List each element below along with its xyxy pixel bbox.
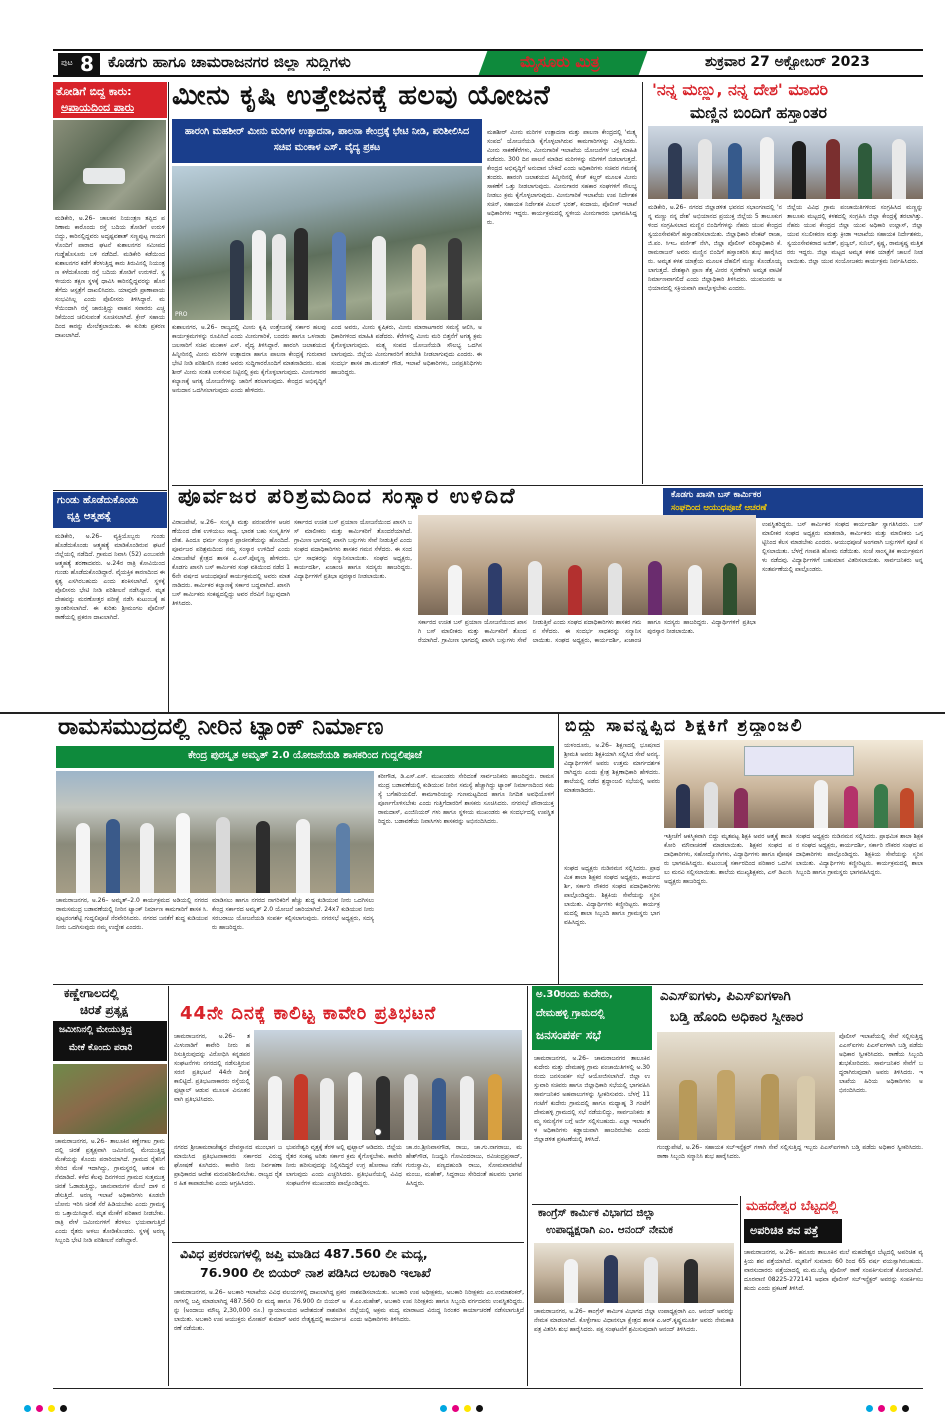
- body-found-kicker-box: [744, 1219, 842, 1243]
- excise-body-b: ನಾಶಪಡಿಸಲಾಯಿತು. ಅಬಕಾರಿ ಉಪ ಅಧೀಕ್ಷಕರು, ಅಬಕಾರಿ ನಿರೀಕ್ಷಕರು ಎಂ.ಉಮಾಶಂಕರ್, ಕೆ.ಎಂ.ಮಹೇಶ್, ಅಬಕಾರಿ ಉಪ ನಿರೀಕ್ಷಕರು ಹಾಗೂ ಸಿಬ್ಬಂದಿ ವರ್ಗದವರು ಉಪಸ್ಥಿತರಿದ್ದರು. ಜಿಲ್ಲೆಯಲ್ಲಿ ಅಕ್ರಮ ಮದ್ಯ ಮಾರಾಟದ ವಿರುದ್ಧ ನಿರಂತರ ಕಾರ್ಯಾಚರಣೆ ನಡೆಸಲಾಗುತ್ತಿದೆ ಎಂದು ಅಧಿಕಾರಿಗಳು ತಿಳಿಸಿದರು.: [350, 1289, 524, 1323]
- leopard-body: ಚಾಮರಾಜನಗರ, ಅ.26– ತಾಲೂಕಿನ ಕಣ್ಣೇಗಾಲ ಗ್ರಾಮದಲ್ಲಿ ಚಿರತೆ ಪ್ರತ್ಯಕ್ಷವಾಗಿ ಜಮೀನಿನಲ್ಲಿ ಮೇಯುತ್ತಿದ್ದ ಮೇಕೆಯನ್ನು ಕೊಂದು ಪರಾರಿಯಾಗಿದೆ. ಗ್ರಾಮದ ರೈತನಿಗೆ ಸೇರಿದ ಮೇಕೆ ಇದಾಗಿದ್ದು, ಗ್ರಾಮಸ್ಥರಲ್ಲಿ ಆತಂಕ ಮನೆಮಾಡಿದೆ. ಕಳೆದ ಕೆಲವು ದಿನಗಳಿಂದ ಗ್ರಾಮದ ಸುತ್ತಮುತ್ತ ಚಿರತೆ ಓಡಾಡುತ್ತಿದ್ದು, ಜಾನುವಾರುಗಳ ಮೇಲೆ ದಾಳಿ ನಡೆಸುತ್ತಿದೆ. ಅರಣ್ಯ ಇಲಾಖೆ ಅಧಿಕಾರಿಗಳು ಕೂಡಲೇ ಬೋನು ಇರಿಸಿ ಚಿರತೆ ಸೆರೆ ಹಿಡಿಯಬೇಕು ಎಂದು ಗ್ರಾಮಸ್ಥರು ಒತ್ತಾಯಿಸಿದ್ದಾರೆ. ಮೃತ ಮೇಕೆಗೆ ಪರಿಹಾರ ನೀಡಬೇಕು. ರಾತ್ರಿ ವೇಳೆ ಜಮೀನುಗಳಿಗೆ ತೆರಳಲು ಭಯವಾಗುತ್ತಿದೆ ಎಂದು ರೈತರು ಅಳಲು ತೋಡಿಕೊಂಡರು. ಸ್ಥಳಕ್ಕೆ ಅರಣ್ಯ ಸಿಬ್ಬಂದಿ ಭೇಟಿ ನೀಡಿ ಪರಿಶೀಲನೆ ನಡೆಸಿದ್ದಾರೆ.: [55, 1138, 165, 1244]
- car-shape: [83, 168, 125, 184]
- soil-photo: [648, 126, 923, 199]
- fish-body-a: ಕುಶಾಲನಗರ, ಅ.26– ರಾಜ್ಯದಲ್ಲಿ ಮೀನು ಕೃಷಿ ಉತ್ತೇಜನಕ್ಕೆ ಸರ್ಕಾರ ಹಲವು ಕಾರ್ಯಕ್ರಮಗಳನ್ನು ರೂಪಿಸಿದೆ ಎಂದು ಮೀನುಗಾರಿಕೆ, ಬಂದರು ಹಾಗೂ ಒಳನಾಡು ಜಲಸಾರಿಗೆ ಸಚಿವ ಮಂಕಾಳ ಎಸ್. ವೈದ್ಯ ತಿಳಿಸಿದ್ದಾರೆ. ಹಾರಂಗಿ ಜಲಾಶಯದ ಹಿನ್ನೀರಿನಲ್ಲಿ ಮೀನು ಮರಿಗಳ ಉತ್ಪಾದನಾ ಹಾಗೂ ಪಾಲನಾ ಕೇಂದ್ರಕ್ಕೆ ಗುರುವಾರ ಭೇಟಿ ನೀಡಿ ಪರಿಶೀಲಿಸಿ ನಂತರ ಅವರು ಸುದ್ದಿಗಾರರೊಂದಿಗೆ ಮಾತನಾಡಿದರು. ಮಹಶೀರ್ ಮೀನು ಸಂತತಿ ಉಳಿಸುವ ನಿಟ್ಟಿನಲ್ಲಿ ಕ್ರಮ ಕೈಗೊಳ್ಳಲಾಗುವುದು. ಮೀನುಗಾರರ ಕಲ್ಯಾಣಕ್ಕೆ ಅಗತ್ಯ ಯೋಜನೆಗಳನ್ನು ಜಾರಿಗೆ ತರಲಾಗುವುದು. ಕೇಂದ್ರದ ಅಭಿವೃದ್ಧಿಗೆ ಅನುದಾನ ಒದಗಿಸಲಾಗುವುದು ಎಂದು ಹೇಳಿದರು.: [172, 324, 326, 394]
- janasamparka-headline-line2: ದೇಮಹಳ್ಳಿ ಗ್ರಾಮದಲ್ಲಿ: [536, 1008, 605, 1019]
- police-photo: [657, 1032, 835, 1140]
- culture-body-b-cont: ಸರ್ಕಾರದ ಉಚಿತ ಬಸ್ ಪ್ರಯಾಣ ಯೋಜನೆಯಿಂದ ಖಾಸಗಿ ಬಸ್ ಮಾಲೀಕರು ಮತ್ತು ಕಾರ್ಮಿಕರಿಗೆ ತೊಂದರೆಯಾಗಿದೆ. ಗ್ರಾಮೀಣ ಭಾಗದಲ್ಲಿ ಖಾಸಗಿ ಬಸ್ಸುಗಳು ಸೇವೆ ನೀಡುತ್ತಿವೆ ಎಂದು ಸಂಘದ ಪದಾಧಿಕಾರಿಗಳು ಶಾಸಕರ ಗಮನ ಸೆಳೆದರು. ಈ ಸಂದರ್ಭ ಸಾಧಕರನ್ನು ಸನ್ಮಾನಿಸಲಾಯಿತು. ಸಂಘದ ಅಧ್ಯಕ್ಷರು, ಕಾರ್ಯದರ್ಶಿ, ಖಜಾಂಚಿ ಹಾಗೂ ಸದಸ್ಯರು ಹಾಜರಿದ್ದರು. ವಿದ್ಯಾರ್ಥಿಗಳಿಗೆ ಪ್ರತಿಭಾ ಪುರಸ್ಕಾರ ನೀಡಲಾಯಿತು.: [418, 619, 756, 644]
- teacher-body-c: ಸಂಘದ ಅಧ್ಯಕ್ಷರು ನುಡಿನಮನ ಸಲ್ಲಿಸಿದರು. ಪ್ರಾಥಮಿಕ ಶಾಲಾ ಶಿಕ್ಷಕರ ಸಂಘದ ಅಧ್ಯಕ್ಷರು, ಕಾರ್ಯದರ್ಶಿ, ಸರ್ಕಾರಿ ನೌಕರರ ಸಂಘದ ಪದಾಧಿಕಾರಿಗಳು ಪಾಲ್ಗೊಂಡಿದ್ದರು. ಶಿಕ್ಷಕಿಯ ಸೇವೆಯನ್ನು ಸ್ಮರಿಸಲಾಯಿತು. ವಿದ್ಯಾರ್ಥಿಗಳು ಕಣ್ಣೀರಿಟ್ಟರು. ಕಾರ್ಯಕ್ರಮದಲ್ಲಿ ಶಾಲಾ ಸಿಬ್ಬಂದಿ ಹಾಗೂ ಗ್ರಾಮಸ್ಥರು ಭಾಗವಹಿಸಿದ್ದರು.: [796, 833, 923, 876]
- body-found-headline-line1: ಮಹದೇಶ್ವರ ಬೆಟ್ಟದಲ್ಲಿ: [746, 1199, 838, 1214]
- column-divider: [168, 82, 169, 712]
- leopard-subkicker-box: [53, 1021, 167, 1061]
- car-kicker-line1: ತೋಡಿಗೆ ಬಿದ್ದ ಕಾರು:: [56, 85, 132, 98]
- soil-headline-line2: ಮಣ್ಣಿನ ಬಿಂದಿಗೆ ಹಸ್ತಾಂತರ: [690, 103, 827, 122]
- fish-body-b: ಎಂದ ಅವರು, ಮೀನು ಕೃಷಿಕರು, ಮೀನು ಮಾರಾಟಗಾರರ ಸಮಸ್ಯೆ ಆಲಿಸಿ, ಅಧಿಕಾರಿಗಳಿಂದ ಮಾಹಿತಿ ಪಡೆದರು. ಕೆರೆಗಳಲ್ಲಿ ಮೀನು ಮರಿ ಬಿತ್ತನೆಗೆ ಅಗತ್ಯ ಕ್ರಮ ಕೈಗೊಳ್ಳಲಾಗುವುದು. ಮತ್ಸ್ಯ ಸಂಪದ ಯೋಜನೆಯಡಿ ಸೌಲಭ್ಯ ಒದಗಿಸಲಾಗುವುದು. ಜಿಲ್ಲೆಯ ಮೀನುಗಾರರಿಗೆ ತರಬೇತಿ ನೀಡಲಾಗುವುದು ಎಂದರು. ಈ ಸಂದರ್ಭ ಶಾಸಕ ಡಾ.ಮಂತರ್ ಗೌಡ, ಇಲಾಖೆ ಅಧಿಕಾರಿಗಳು, ಜನಪ್ರತಿನಿಧಿಗಳು ಹಾಜರಿದ್ದರು.: [331, 324, 482, 376]
- congress-headline-line2: ಉಪಾಧ್ಯಕ್ಷರಾಗಿ ಎಂ. ಆನಂದ್ ನೇಮಕ: [546, 1224, 674, 1236]
- body-found-headline-line2: ಅಪರಿಚಿತ ಶವ ಪತ್ತೆ: [750, 1224, 819, 1237]
- page-number: 8: [80, 52, 94, 76]
- police-headline-line1: ಎಎಸ್ಐಗಳು, ಪಿಎಸ್ಐಗಳಾಗಿ: [660, 988, 791, 1004]
- divider: [53, 490, 167, 491]
- teacher-photo: [664, 740, 923, 828]
- soil-headline-line1: 'ನನ್ನ ಮಣ್ಣು, ನನ್ನ ದೇಶ' ಮಾದರಿ: [652, 80, 828, 99]
- leopard-kicker-line4: ಮೇಕೆ ಕೊಂದು ಪರಾರಿ: [69, 1043, 133, 1053]
- teacher-body-b: ಇತ್ತೀಚೆಗೆ ಆಕಸ್ಮಿಕವಾಗಿ ಬಿದ್ದು ಮೃತಪಟ್ಟ ಶಿಕ್ಷಕಿ ಅವರ ಆತ್ಮಕ್ಕೆ ಶಾಂತಿ ಕೋರಿ ಮೌನಾಚರಣೆ ಮಾಡಲಾಯಿತು. ಶಿಕ್ಷಕರ ಸಂಘದ ಪದಾಧಿಕಾರಿಗಳು, ಸಹೋದ್ಯೋಗಿಗಳು, ವಿದ್ಯಾರ್ಥಿಗಳು ಹಾಗೂ ಪೋಷಕರು ಭಾಗವಹಿಸಿದ್ದರು. ಕುಟುಂಬಕ್ಕೆ ಸರ್ಕಾರದಿಂದ ಪರಿಹಾರ ಒದಗಿಸಲು ಮನವಿ ಸಲ್ಲಿಸಲಾಯಿತು. ಶಾಲೆಯ ಮುಖ್ಯಶಿಕ್ಷಕರು, ಎಸ್ ಡಿಎಂಸಿ ಅಧ್ಯಕ್ಷರು ಹಾಜರಿದ್ದರು.: [664, 833, 792, 885]
- culture-headline: ಪೂರ್ವಜರ ಪರಿಶ್ರಮದಿಂದ ಸಂಸ್ಕಾರ ಉಳಿದಿದೆ: [178, 484, 517, 508]
- excise-body-a: ಚಾಮರಾಜನಗರ, ಅ.26– ಅಬಕಾರಿ ಇಲಾಖೆಯ ವಿವಿಧ ವಲಯಗಳಲ್ಲಿ ದಾಖಲಾಗಿದ್ದ ಪ್ರಕರಣಗಳಲ್ಲಿ ಜಪ್ತಿ ಮಾಡಲಾಗಿದ್ದ 487.560 ಲೀ ಮದ್ಯ ಹಾಗೂ 76.900 ಲೀ ಬಿಯರ್ ಅನ್ನು (ಅಂದಾಜು ಮೌಲ್ಯ 2,30,000 ರೂ.) ನ್ಯಾಯಾಲಯದ ಆದೇಶದಂತೆ ನಾಶಪಡಿಸಲಾಯಿತು. ಅಬಕಾರಿ ಉಪ ಆಯುಕ್ತರು ಮೋಹನ್ ಕುಮಾರ್ ಅವರ ನೇತೃತ್ವದಲ್ಲಿ ಕಾರ್ಯಾಚರಣೆ ನಡೆಯಿತು.: [174, 1289, 346, 1332]
- fish-deck-box: [172, 119, 482, 163]
- football-shape: [374, 1128, 382, 1136]
- police-headline-line2: ಬಡ್ತಿ ಹೊಂದಿ ಅಧಿಕಾರ ಸ್ವೀಕಾರ: [670, 1009, 804, 1025]
- soil-body-a: ಮಡಿಕೇರಿ, ಅ.26– ನಗರದ ಜಿಲ್ಲಾಡಳಿತ ಭವನದ ಸಭಾಂಗಣದಲ್ಲಿ 'ನನ್ನ ಮಣ್ಣು ನನ್ನ ದೇಶ' ಅಭಿಯಾನದ ಪ್ರಯುಕ್ತ ಜಿಲ್ಲೆಯ 5 ತಾಲೂಕುಗಳಿಂದ ಸಂಗ್ರಹಿಸಲಾದ ಮಣ್ಣಿನ ಬಿಂದಿಗೆಗಳನ್ನು ನೆಹರು ಯುವ ಕೇಂದ್ರದ ಸ್ವಯಂಸೇವಕರಿಗೆ ಹಸ್ತಾಂತರಿಸಲಾಯಿತು. ಜಿಲ್ಲಾಧಿಕಾರಿ ವೆಂಕಟ್ ರಾಜಾ, ಜಿ.ಪಂ. ಸಿಇಒ ವರ್ಣಿತ್ ನೇಗಿ, ಜಿಲ್ಲಾ ಪೊಲೀಸ್ ವರಿಷ್ಠಾಧಿಕಾರಿ ಕೆ.ರಾಮರಾಜನ್ ಅವರು ಮಣ್ಣಿನ ಬಿಂದಿಗೆ ಹಸ್ತಾಂತರಿಸಿ ಶುಭ ಹಾರೈಸಿದರು. ಅಮೃತ ಕಳಶ ಯಾತ್ರೆಯ ಮೂಲಕ ದೆಹಲಿಗೆ ಮಣ್ಣು ಕೊಂಡೊಯ್ಯಲಾಗುತ್ತದೆ. ದೇಶಕ್ಕಾಗಿ ಪ್ರಾಣ ತೆತ್ತ ವೀರರ ಸ್ಮರಣೆಗಾಗಿ ಅಮೃತ ವಾಟಿಕೆ ನಿರ್ಮಾಣವಾಗಲಿದೆ ಎಂದು ಜಿಲ್ಲಾಧಿಕಾರಿ ತಿಳಿಸಿದರು. ಯುವಜನರು ಅಭಿಯಾನದಲ್ಲಿ ಸಕ್ರಿಯವಾಗಿ ಪಾಲ್ಗೊಳ್ಳಬೇಕು ಎಂದರು.: [648, 204, 782, 292]
- culture-body-a: ವಿರಾಜಪೇಟೆ, ಅ.26– ಸಂಸ್ಕೃತಿ ಮತ್ತು ಪರಂಪರೆಗಳ ಆಚರಣೆಯಿಂದ ದೇಶ ಉಳಿಯಲು ಸಾಧ್ಯ. ಭಾರತ ಬಹು ಸಂಸ್ಕೃತಿಗಳ ದೇಶ. ಹಿಂದೂ ಧರ್ಮ ಸಂಸ್ಕಾರ ಪ್ರಾಚೀನತೆಯನ್ನು ಹೊಂದಿದೆ. ಪೂರ್ವಜರ ಪರಿಶ್ರಮದಿಂದ ನಮ್ಮ ಸಂಸ್ಕಾರ ಉಳಿದಿದೆ ಎಂದು ವಿರಾಜಪೇಟೆ ಕ್ಷೇತ್ರದ ಶಾಸಕ ಎ.ಎಸ್.ಪೊನ್ನಣ್ಣ ಹೇಳಿದರು. ಕೊಡಗು ಖಾಸಗಿ ಬಸ್ ಕಾರ್ಮಿಕರ ಸಂಘ ವತಿಯಿಂದ ನಡೆದ 16ನೇ ವರ್ಷದ ಆಯುಧಪೂಜೆ ಕಾರ್ಯಕ್ರಮದಲ್ಲಿ ಅವರು ಮಾತನಾಡಿದರು. ಕಾರ್ಮಿಕರ ಕಲ್ಯಾಣಕ್ಕೆ ಸರ್ಕಾರ ಬದ್ಧವಾಗಿದೆ. ಖಾಸಗಿ ಬಸ್ ಕಾರ್ಮಿಕರು ಸಂಕಷ್ಟದಲ್ಲಿದ್ದು ಅವರ ನೆರವಿಗೆ ನಿಲ್ಲುವುದಾಗಿ ತಿಳಿಸಿದರು.: [172, 519, 290, 607]
- congress-headline-line1: ಕಾಂಗ್ರೆಸ್ ಕಾರ್ಮಿಕ ವಿಭಾಗದ ಜಿಲ್ಲಾ: [538, 1207, 656, 1219]
- suicide-body: ಮಡಿಕೇರಿ, ಅ.26– ವ್ಯಕ್ತಿಯೊಬ್ಬರು ಗುಂಡು ಹೊಡೆದುಕೊಂಡು ಆತ್ಮಹತ್ಯೆ ಮಾಡಿಕೊಂಡಿರುವ ಘಟನೆ ಜಿಲ್ಲೆಯಲ್ಲಿ ನಡೆದಿದೆ. ಗ್ರಾಮದ ನಿವಾಸಿ (52) ಎಂಬುವರೇ ಆತ್ಮಹತ್ಯೆ ಶರಣಾದವರು. ಅ.24ರ ರಾತ್ರಿ ಕೋವಿಯಿಂದ ಗುಂಡು ಹೊಡೆದುಕೊಂಡಿದ್ದಾರೆ. ವೈಯಕ್ತಿಕ ಕಾರಣದಿಂದ ಈ ಕೃತ್ಯ ಎಸಗಿರಬಹುದು ಎಂದು ಶಂಕಿಸಲಾಗಿದೆ. ಸ್ಥಳಕ್ಕೆ ಪೊಲೀಸರು ಭೇಟಿ ನೀಡಿ ಪರಿಶೀಲನೆ ನಡೆಸಿದ್ದಾರೆ. ಮೃತದೇಹವನ್ನು ಮರಣೋತ್ತರ ಪರೀಕ್ಷೆ ನಡೆಸಿ ಕುಟುಂಬಕ್ಕೆ ಹಸ್ತಾಂತರಿಸಲಾಗಿದೆ. ಈ ಕುರಿತು ಶ್ರೀಮಂಗಲ ಪೊಲೀಸ್ ಠಾಣೆಯಲ್ಲಿ ಪ್ರಕರಣ ದಾಖಲಾಗಿದೆ.: [55, 533, 165, 621]
- cauvery-photo: [254, 1030, 522, 1140]
- congress-body: ಚಾಮರಾಜನಗರ, ಅ.26– ಕಾಂಗ್ರೆಸ್ ಕಾರ್ಮಿಕ ವಿಭಾಗದ ಜಿಲ್ಲಾ ಉಪಾಧ್ಯಕ್ಷರಾಗಿ ಎಂ. ಆನಂದ್ ಅವರನ್ನು ನೇಮಕ ಮಾಡಲಾಗಿದೆ. ಕೊಳ್ಳೇಗಾಲ ವಿಧಾನಸಭಾ ಕ್ಷೇತ್ರದ ಶಾಸಕ ಎ.ಆರ್.ಕೃಷ್ಣಮೂರ್ತಿ ಅವರು ನೇಮಕಾತಿ ಪತ್ರ ವಿತರಿಸಿ ಶುಭ ಹಾರೈಸಿದರು. ಪಕ್ಷ ಸಂಘಟನೆಗೆ ಶ್ರಮಿಸುವುದಾಗಿ ಆನಂದ್ ತಿಳಿಸಿದರು.: [534, 1308, 734, 1333]
- culture-side-tag: [663, 488, 923, 518]
- fish-photo: [172, 166, 482, 320]
- page-number-box: [58, 53, 100, 75]
- teacher-body-a-cont: ಸಂಘದ ಅಧ್ಯಕ್ಷರು ನುಡಿನಮನ ಸಲ್ಲಿಸಿದರು. ಪ್ರಾಥಮಿಕ ಶಾಲಾ ಶಿಕ್ಷಕರ ಸಂಘದ ಅಧ್ಯಕ್ಷರು, ಕಾರ್ಯದರ್ಶಿ, ಸರ್ಕಾರಿ ನೌಕರರ ಸಂಘದ ಪದಾಧಿಕಾರಿಗಳು ಪಾಲ್ಗೊಂಡಿದ್ದರು. ಶಿಕ್ಷಕಿಯ ಸೇವೆಯನ್ನು ಸ್ಮರಿಸಲಾಯಿತು. ವಿದ್ಯಾರ್ಥಿಗಳು ಕಣ್ಣೀರಿಟ್ಟರು. ಕಾರ್ಯಕ್ರಮದಲ್ಲಿ ಶಾಲಾ ಸಿಬ್ಬಂದಿ ಹಾಗೂ ಗ್ರಾಮಸ್ಥರು ಭಾಗವಹಿಸಿದ್ದರು.: [564, 865, 660, 926]
- car-story-body: ಮಡಿಕೇರಿ, ಅ.26– ಚಾಲಕನ ನಿಯಂತ್ರಣ ತಪ್ಪಿದ ಪರಿಣಾಮ ಕಾರೊಂದು ರಸ್ತೆ ಬದಿಯ ತೋಡಿಗೆ ಉರುಳಿ ಬಿದ್ದು, ಕಾರಿನಲ್ಲಿದ್ದವರು ಅದೃಷ್ಟವಶಾತ್ ಸಣ್ಣಪುಟ್ಟ ಗಾಯಗಳೊಂದಿಗೆ ಪಾರಾದ ಘಟನೆ ಕುಶಾಲನಗರ ಸಮೀಪದ ಗುಡ್ಡೆಹೊಸೂರು ಬಳಿ ನಡೆದಿದೆ. ಮಡಿಕೇರಿ ಕಡೆಯಿಂದ ಕುಶಾಲನಗರ ಕಡೆಗೆ ತೆರಳುತ್ತಿದ್ದ ಕಾರು ತಿರುವಿನಲ್ಲಿ ನಿಯಂತ್ರಣ ಕಳೆದುಕೊಂಡು ರಸ್ತೆ ಬದಿಯ ತೋಡಿಗೆ ಉರುಳಿದೆ. ಸ್ಥಳೀಯರು ತಕ್ಷಣ ಸ್ಥಳಕ್ಕೆ ಧಾವಿಸಿ ಕಾರಿನಲ್ಲಿದ್ದವರನ್ನು ಹೊರತೆಗೆದು ಆಸ್ಪತ್ರೆಗೆ ದಾಖಲಿಸಿದರು. ಯಾವುದೇ ಪ್ರಾಣಾಪಾಯ ಸಂಭವಿಸಿಲ್ಲ ಎಂದು ಪೊಲೀಸರು ತಿಳಿಸಿದ್ದಾರೆ. ಮಳೆಯಿಂದಾಗಿ ರಸ್ತೆ ಜಾರುತ್ತಿದ್ದು ವಾಹನ ಸವಾರರು ಎಚ್ಚರಿಕೆಯಿಂದ ಚಲಿಸುವಂತೆ ಸೂಚಿಸಲಾಗಿದೆ. ಕ್ರೇನ್ ಸಹಾಯದಿಂದ ಕಾರನ್ನು ಮೇಲೆತ್ತಲಾಯಿತು. ಈ ಕುರಿತು ಪ್ರಕರಣ ದಾಖಲಾಗಿದೆ.: [55, 215, 165, 339]
- excise-headline-line2: 76.900 ಲೀ ಬಿಯರ್ ನಾಶ ಪಡಿಸಿದ ಅಬಕಾರಿ ಇಲಾಖೆ: [200, 1265, 431, 1280]
- car-kicker-line2: ಅಪಾಯದಿಂದ ಪಾರು: [61, 101, 135, 114]
- column-divider: [740, 1196, 741, 1386]
- suicide-kicker-line1: ಗುಂಡು ಹೊಡೆದುಕೊಂಡು: [57, 495, 139, 506]
- culture-photo: [418, 515, 756, 615]
- janasamparka-body: ಚಾಮರಾಜನಗರ, ಅ.26– ಚಾಮರಾಜನಗರ ತಾಲೂಕಿನ ಕುದೇರು ಮತ್ತು ದೇಮಹಳ್ಳಿ ಗ್ರಾಮ ಪಂಚಾಯಿತಿಗಳಲ್ಲಿ ಅ.30ರಂದು ಜನಸಂಪರ್ಕ ಸಭೆ ಆಯೋಜಿಸಲಾಗಿದೆ. ಜಿಲ್ಲಾ ಉಸ್ತುವಾರಿ ಸಚಿವರು ಹಾಗೂ ಜಿಲ್ಲಾಧಿಕಾರಿ ಸಭೆಯಲ್ಲಿ ಭಾಗವಹಿಸಿ ಸಾರ್ವಜನಿಕರ ಅಹವಾಲುಗಳನ್ನು ಸ್ವೀಕರಿಸುವರು. ಬೆಳಗ್ಗೆ 11 ಗಂಟೆಗೆ ಕುದೇರು ಗ್ರಾಮದಲ್ಲಿ ಹಾಗೂ ಮಧ್ಯಾಹ್ನ 3 ಗಂಟೆಗೆ ದೇಮಹಳ್ಳಿ ಗ್ರಾಮದಲ್ಲಿ ಸಭೆ ನಡೆಯಲಿದ್ದು, ಸಾರ್ವಜನಿಕರು ತಮ್ಮ ಸಮಸ್ಯೆಗಳ ಬಗ್ಗೆ ಅರ್ಜಿ ಸಲ್ಲಿಸಬಹುದು. ಎಲ್ಲಾ ಇಲಾಖೆಗಳ ಅಧಿಕಾರಿಗಳು ಕಡ್ಡಾಯವಾಗಿ ಹಾಜರಿರಬೇಕು ಎಂದು ಜಿಲ್ಲಾಡಳಿತ ಪ್ರಕಟಣೆಯಲ್ಲಿ ತಿಳಿಸಿದೆ.: [534, 1055, 650, 1143]
- cauvery-body-c: ಭುವನೇಶ್ವರಿ ವೃತ್ತಕ್ಕೆ ತೆರಳಿ ಅಲ್ಲಿ ಫುಟ್ಬಾಲ್ ಆಡಿದರು. ಜಿಲ್ಲೆಯ ರೈತರ ಸಂಕಷ್ಟ ಅರಿತು ಸರ್ಕಾರ ಕ್ರಮ ಕೈಗೊಳ್ಳಬೇಕು. ಕಾವೇರಿ ನೀರು ಹರಿಸುವುದನ್ನು ನಿಲ್ಲಿಸದಿದ್ದರೆ ಉಗ್ರ ಹೋರಾಟ ನಡೆಸಲಾಗುವುದು ಎಂದು ಎಚ್ಚರಿಸಿದರು. ಪ್ರತಿಭಟನೆಯಲ್ಲಿ ವಿವಿಧ ಸಂಘಟನೆಗಳ ಮುಖಂಡರು ಪಾಲ್ಗೊಂಡಿದ್ದರು.: [286, 1144, 402, 1187]
- congress-photo: [534, 1243, 734, 1303]
- fish-photo-credit: PRO: [175, 311, 188, 318]
- soil-body-b: ಜಿಲ್ಲೆಯ ವಿವಿಧ ಗ್ರಾಮ ಪಂಚಾಯಿತಿಗಳಿಂದ ಸಂಗ್ರಹಿಸಿದ ಮಣ್ಣನ್ನು ತಾಲೂಕು ಮಟ್ಟದಲ್ಲಿ ಕಳಶದಲ್ಲಿ ಸಂಗ್ರಹಿಸಿ ಜಿಲ್ಲಾ ಕೇಂದ್ರಕ್ಕೆ ತರಲಾಗಿತ್ತು. ನೆಹರು ಯುವ ಕೇಂದ್ರದ ಜಿಲ್ಲಾ ಯುವ ಅಧಿಕಾರಿ ಉಲ್ಲಾಸ್, ಜಿಲ್ಲಾ ಯುವ ಸಬಲೀಕರಣ ಮತ್ತು ಕ್ರೀಡಾ ಇಲಾಖೆಯ ಸಹಾಯಕ ನಿರ್ದೇಶಕರು, ಸ್ವಯಂಸೇವಕರಾದ ಅಜಿತ್, ಪ್ರಜ್ವಲ್, ಸುನಿಲ್, ಕೃಷ್ಣ, ರಾಮಕೃಷ್ಣ ಮತ್ತಿತರರು ಇದ್ದರು. ಜಿಲ್ಲಾ ಮಟ್ಟದ ಅಮೃತ ಕಳಶ ಯಾತ್ರೆಗೆ ಚಾಲನೆ ನೀಡಲಾಯಿತು. ಜಿಲ್ಲಾ ಯುವ ಸಂಯೋಜಕರು ಕಾರ್ಯಕ್ರಮ ನಿರ್ವಹಿಸಿದರು.: [787, 204, 923, 265]
- janasamparka-kicker-box: [532, 986, 652, 1050]
- fish-deck: ಹಾರಂಗಿ ಮಹಶೀರ್ ಮೀನು ಮರಿಗಳ ಉತ್ಪಾದನಾ, ಪಾಲನಾ ಕೇಂದ್ರಕ್ಕೆ ಭೇಟಿ ನೀಡಿ, ಪರಿಶೀಲಿಸಿದ ಸಚಿವ ಮಂಕಾಳ ಎಸ್. ವೈದ್ಯ ಪ್ರಕಟ: [184, 126, 470, 153]
- suicide-kicker-box: [53, 492, 167, 528]
- leopard-photo: [53, 1064, 167, 1134]
- fish-body-c: ಮಹಶೀರ್ ಮೀನು ಮರಿಗಳ ಉತ್ಪಾದನಾ ಮತ್ತು ಪಾಲನಾ ಕೇಂದ್ರದಲ್ಲಿ 'ಮತ್ಸ್ಯ ಸಂಪದ' ಯೋಜನೆಯಡಿ ಕೈಗೊಳ್ಳಲಾಗಿರುವ ಕಾಮಗಾರಿಗಳನ್ನು ವೀಕ್ಷಿಸಿದರು. ಮೀನು ಸಾಕಣೆಕೆರೆಗಳು, ಮೀನುಗಾರಿಕೆ ಇಲಾಖೆಯ ಯೋಜನೆಗಳ ಬಗ್ಗೆ ಮಾಹಿತಿ ಪಡೆದರು. 300 ದಿನ ಪಾಲನೆ ಮಾಡಿದ ಮರಿಗಳನ್ನು ನದಿಗಳಿಗೆ ಬಿಡಲಾಗುತ್ತದೆ. ಕೇಂದ್ರದ ಅಭಿವೃದ್ಧಿಗೆ ಅನುದಾನ ಬೇಕಿದೆ ಎಂದು ಅಧಿಕಾರಿಗಳು ಸಚಿವರ ಗಮನಕ್ಕೆ ತಂದರು. ಹಾರಂಗಿ ಜಲಾಶಯದ ಹಿನ್ನೀರಿನಲ್ಲಿ ಕೇಜ್ ಕಲ್ಚರ್ ಮೂಲಕ ಮೀನು ಸಾಕಣೆಗೆ ಒತ್ತು ನೀಡಲಾಗುವುದು. ಮೀನುಗಾರರ ಸಹಕಾರ ಸಂಘಗಳಿಗೆ ಸೌಲಭ್ಯ ನೀಡಲು ಕ್ರಮ ಕೈಗೊಳ್ಳಲಾಗುವುದು. ಮೀನುಗಾರಿಕೆ ಇಲಾಖೆಯ ಉಪ ನಿರ್ದೇಶಕ ಸಚಿನ್, ಸಹಾಯಕ ನಿರ್ದೇಶಕ ಮಿಲನ್ ಭರತ್, ಕಂದಾಯ, ಪೊಲೀಸ್ ಇಲಾಖೆ ಅಧಿಕಾರಿಗಳು ಇದ್ದರು. ಕಾರ್ಯಕ್ರಮದಲ್ಲಿ ಸ್ಥಳೀಯ ಮೀನುಗಾರರು ಭಾಗವಹಿಸಿದ್ದರು.: [487, 129, 637, 226]
- paper-name: ಮೈಸೂರು ಮಿತ್ರ: [520, 52, 600, 71]
- janasamparka-headline-line1: ಅ.30ರಂದು ಕುದೇರು,: [536, 989, 613, 1000]
- teacher-banner-shape: [744, 746, 854, 776]
- column-divider: [168, 986, 169, 1386]
- tank-deck: ಕೇಂದ್ರ ಪುರಸ್ಕೃತ ಅಮೃತ್ 2.0 ಯೋಜನೆಯಡಿ ಶಾಸಕರಿಂದ ಗುದ್ದಲಿಪೂಜೆ: [188, 750, 422, 761]
- body-found-body: ಚಾಮರಾಜನಗರ, ಅ.26– ಹನೂರು ತಾಲೂಕಿನ ಮಲೆ ಮಹದೇಶ್ವರ ಬೆಟ್ಟದಲ್ಲಿ ಅಪರಿಚಿತ ವ್ಯಕ್ತಿಯ ಶವ ಪತ್ತೆಯಾಗಿದೆ. ಮೃತನಿಗೆ ಸುಮಾರು 60 ರಿಂದ 65 ವರ್ಷ ವಯಸ್ಸಾಗಿರಬಹುದು. ವಾರಸುದಾರರು ಪತ್ತೆಯಾದಲ್ಲಿ ಮ.ಮ.ಬೆಟ್ಟ ಪೊಲೀಸ್ ಠಾಣೆ ಸಂಪರ್ಕಿಸುವಂತೆ ಕೋರಲಾಗಿದೆ. ದೂರವಾಣಿ 08225-272141 ಅಥವಾ ಪೊಲೀಸ್ ಸಬ್ಇನ್ಸ್ಪೆಕ್ಟರ್ ಅವರನ್ನು ಸಂಪರ್ಕಿಸಬಹುದು ಎಂದು ಪ್ರಕಟಣೆ ತಿಳಿಸಿದೆ.: [744, 1249, 923, 1292]
- tank-body-a: ಚಾಮರಾಜನಗರ, ಅ.26– ಅಮೃತ್–2.0 ಕಾರ್ಯಕ್ರಮದ ಅಡಿಯಲ್ಲಿ ನಗರದ ರಾಮಸಮುದ್ರ ಬಡಾವಣೆಯಲ್ಲಿ ನೀರಿನ ಟ್ಯಾಂಕ್ ನಿರ್ಮಾಣ ಕಾಮಗಾರಿಗೆ ಶಾಸಕ ಸಿ.ಪುಟ್ಟರಂಗಶೆಟ್ಟಿ ಗುದ್ದಲಿಪೂಜೆ ನೆರವೇರಿಸಿದರು. ನಗರದ ಜನತೆಗೆ ಶುದ್ಧ ಕುಡಿಯುವ ನೀರು ಒದಗಿಸುವುದು ನಮ್ಮ ಉದ್ದೇಶ ಎಂದರು.: [56, 897, 208, 931]
- divider: [172, 1242, 524, 1243]
- police-body-b: ಗುಂಡ್ಲುಪೇಟೆ, ಅ.26– ಸಹಾಯಕ ಸಬ್ಇನ್ಸ್ಪೆಕ್ಟರ್ ಗಳಾಗಿ ಸೇವೆ ಸಲ್ಲಿಸುತ್ತಿದ್ದ ಇಬ್ಬರು ಪಿಎಸ್ಐಗಳಾಗಿ ಬಡ್ತಿ ಪಡೆದು ಅಧಿಕಾರ ಸ್ವೀಕರಿಸಿದರು. ಠಾಣಾ ಸಿಬ್ಬಂದಿ ಸನ್ಮಾನಿಸಿ ಶುಭ ಹಾರೈಸಿದರು.: [657, 1144, 923, 1160]
- teacher-body-a: ಯಳಂದೂರು, ಅ.26– ಶಿಕ್ಷಣದಲ್ಲಿ ಭೂಷಣದ ಶ್ರೀಮತಿ ಅವರು ಶಿಕ್ಷಕಿಯಾಗಿ ಸಲ್ಲಿಸಿದ ಸೇವೆ ಅನನ್ಯ. ವಿದ್ಯಾರ್ಥಿಗಳಿಗೆ ಅವರು ಉತ್ತಮ ಮಾರ್ಗದರ್ಶಕರಾಗಿದ್ದರು ಎಂದು ಕ್ಷೇತ್ರ ಶಿಕ್ಷಣಾಧಿಕಾರಿ ಹೇಳಿದರು. ಶಾಲೆಯಲ್ಲಿ ನಡೆದ ಶ್ರದ್ಧಾಂಜಲಿ ಸಭೆಯಲ್ಲಿ ಅವರು ಮಾತನಾಡಿದರು.: [564, 742, 660, 794]
- bottom-rule: [53, 1388, 923, 1389]
- divider: [53, 984, 923, 985]
- column-divider: [558, 714, 559, 984]
- fish-headline: ಮೀನು ಕೃಷಿ ಉತ್ತೇಜನಕ್ಕೆ ಹಲವು ಯೋಜನೆ: [172, 80, 551, 111]
- leopard-kicker-line1: ಕಣ್ಣೇಗಾಲದಲ್ಲಿ: [64, 986, 119, 1000]
- tank-headline: ರಾಮಸಮುದ್ರದಲ್ಲಿ ನೀರಿನ ಟ್ಯಾಂಕ್ ನಿರ್ಮಾಣ: [58, 714, 384, 740]
- culture-body-b: ಸರ್ಕಾರದ ಉಚಿತ ಬಸ್ ಪ್ರಯಾಣ ಯೋಜನೆಯಿಂದ ಖಾಸಗಿ ಬಸ್ ಮಾಲೀಕರು ಮತ್ತು ಕಾರ್ಮಿಕರಿಗೆ ತೊಂದರೆಯಾಗಿದೆ. ಗ್ರಾಮೀಣ ಭಾಗದಲ್ಲಿ ಖಾಸಗಿ ಬಸ್ಸುಗಳು ಸೇವೆ ನೀಡುತ್ತಿವೆ ಎಂದು ಸಂಘದ ಪದಾಧಿಕಾರಿಗಳು ಶಾಸಕರ ಗಮನ ಸೆಳೆದರು. ಈ ಸಂದರ್ಭ ಸಾಧಕರನ್ನು ಸನ್ಮಾನಿಸಲಾಯಿತು. ಸಂಘದ ಅಧ್ಯಕ್ಷರು, ಕಾರ್ಯದರ್ಶಿ, ಖಜಾಂಚಿ ಹಾಗೂ ಸದಸ್ಯರು ಹಾಜರಿದ್ದರು. ವಿದ್ಯಾರ್ಥಿಗಳಿಗೆ ಪ್ರತಿಭಾ ಪುರಸ್ಕಾರ ನೀಡಲಾಯಿತು.: [294, 519, 412, 580]
- tank-deck-box: [56, 746, 554, 768]
- column-divider: [642, 82, 643, 484]
- excise-headline-line1: ವಿವಿಧ ಪ್ರಕರಣಗಳಲ್ಲಿ ಜಪ್ತಿ ಮಾಡಿದ 487.560 ಲೀ ಮದ್ಯ,: [180, 1246, 428, 1261]
- leopard-kicker-line3: ಜಮೀನಿನಲ್ಲಿ ಮೇಯುತ್ತಿದ್ದ: [59, 1025, 133, 1035]
- issue-date: ಶುಕ್ರವಾರ 27 ಅಕ್ಟೋಬರ್ 2023: [705, 54, 870, 70]
- cauvery-body-d: ಚಾ.ರಂ.ಶ್ರೀನಿವಾಸಗೌಡ, ರಾಜು, ಚಾ.ಗು.ನಾಗರಾಜು, ಮಹೇಶ್‌ಗೌಡ, ನಿಜಧ್ವನಿ ಗೋವಿಂದರಾಜು, ರವಿಚಂದ್ರಪ್ರಸಾದ್, ಗುರುಸ್ವಾಮಿ, ಪಣ್ಯದಹುಂಡಿ ರಾಜು, ಸೋಮವಾರಪೇಟೆ ಮಂಜು, ಮಹೇಶ್, ಸಿದ್ದರಾಜು ಸೇರಿದಂತೆ ಹಲವರು ಭಾಗವಹಿಸಿದ್ದರು.: [406, 1144, 522, 1187]
- leopard-kicker-line2: ಚಿರತೆ ಪ್ರತ್ಯಕ್ಷ: [80, 1003, 129, 1017]
- cauvery-body-a: ಚಾಮರಾಜನಗರ, ಅ.26– ತಮಿಳುನಾಡಿಗೆ ಕಾವೇರಿ ನೀರು ಹರಿಸುತ್ತಿರುವುದನ್ನು ವಿರೋಧಿಸಿ ಕನ್ನಡಪರ ಸಂಘಟನೆಗಳು ನಗರದಲ್ಲಿ ನಡೆಸುತ್ತಿರುವ ಸರಣಿ ಪ್ರತಿಭಟನೆ 44ನೇ ದಿನಕ್ಕೆ ಕಾಲಿಟ್ಟಿದೆ. ಪ್ರತಿಭಟನಾಕಾರರು ರಸ್ತೆಯಲ್ಲಿ ಫುಟ್ಬಾಲ್ ಆಡುವ ಮೂಲಕ ವಿನೂತನವಾಗಿ ಪ್ರತಿಭಟಿಸಿದರು.: [174, 1033, 250, 1103]
- registration-dots-left: [24, 1405, 84, 1413]
- janasamparka-headline-line3: ಜನಸಂಪರ್ಕ ಸಭೆ: [536, 1028, 601, 1042]
- registration-dots-center: [440, 1405, 500, 1413]
- car-photo: [53, 120, 166, 210]
- culture-body-c: ಉಪಸ್ಥಿತರಿದ್ದರು. ಬಸ್ ಕಾರ್ಮಿಕರ ಸಂಘದ ಕಾರ್ಯದರ್ಶಿ ಸ್ವಾಗತಿಸಿದರು. ಬಸ್ ಮಾಲೀಕರ ಸಂಘದ ಅಧ್ಯಕ್ಷರು ಮಾತನಾಡಿ, ಕಾರ್ಮಿಕರು ಮತ್ತು ಮಾಲೀಕರು ಒಗ್ಗಟ್ಟಿನಿಂದ ಕೆಲಸ ಮಾಡಬೇಕು ಎಂದರು. ಆಯುಧಪೂಜೆ ಅಂಗವಾಗಿ ಬಸ್ಸುಗಳಿಗೆ ಪೂಜೆ ಸಲ್ಲಿಸಲಾಯಿತು. ಬೆಳಗ್ಗೆ ಗಣಪತಿ ಹೋಮ ನಡೆಯಿತು. ಸಂಜೆ ಸಾಂಸ್ಕೃತಿಕ ಕಾರ್ಯಕ್ರಮಗಳು ನಡೆದವು. ವಿದ್ಯಾರ್ಥಿಗಳಿಗೆ ಬಹುಮಾನ ವಿತರಿಸಲಾಯಿತು. ಸಾರ್ವಜನಿಕರು ಅನ್ನಸಂತರ್ಪಣೆಯಲ್ಲಿ ಪಾಲ್ಗೊಂಡರು.: [762, 521, 923, 573]
- tank-body-b: ಮಾಡಿಸಲು ಹಾಗೂ ನಗರದ ನಾಗರಿಕರಿಗೆ ಹೆಚ್ಚು ಶುದ್ಧ ಕುಡಿಯುವ ನೀರು ಒದಗಿಸಲು ಕೇಂದ್ರ ಸರ್ಕಾರದ ಅಮೃತ್ 2.0 ಯೋಜನೆ ಜಾರಿಯಾಗಿದೆ. 24x7 ಕುಡಿಯುವ ನೀರು ಸರಬರಾಜು ಯೋಜನೆಯಡಿ ಸಂಪರ್ಕ ಕಲ್ಪಿಸಲಾಗುವುದು. ನಗರಸಭೆ ಅಧ್ಯಕ್ಷರು, ಸದಸ್ಯರು ಹಾಜರಿದ್ದರು.: [212, 897, 374, 931]
- column-divider: [527, 986, 528, 1386]
- tank-photo: [56, 771, 374, 893]
- cauvery-body-b: ನಗರದ ಶ್ರೀಚಾಮರಾಜೇಶ್ವರ ದೇವಸ್ಥಾನದ ಮುಂಭಾಗ ಜಮಾಯಿಸಿದ ಪ್ರತಿಭಟನಾಕಾರರು ಸರ್ಕಾರದ ವಿರುದ್ಧ ಘೋಷಣೆ ಕೂಗಿದರು. ಕಾವೇರಿ ನೀರು ನಿರ್ವಹಣಾ ಪ್ರಾಧಿಕಾರದ ಆದೇಶ ಮರುಪರಿಶೀಲಿಸಬೇಕು. ರಾಜ್ಯದ ರೈತರ ಹಿತ ಕಾಪಾಡಬೇಕು ಎಂದು ಆಗ್ರಹಿಸಿದರು.: [174, 1144, 282, 1187]
- suicide-kicker-line2: ವ್ಯಕ್ತಿ ಆತ್ಮಹತ್ಯೆ: [67, 511, 112, 522]
- tank-body-c: ಕರೀಗೌಡ, ಡಿ.ಎಸ್.ಎಸ್. ಮುಖಂಡರು ಸೇರಿದಂತೆ ಸಾರ್ವಜನಿಕರು ಹಾಜರಿದ್ದರು. ರಾಮಸಮುದ್ರ ಬಡಾವಣೆಯಲ್ಲಿ ಕುಡಿಯುವ ನೀರಿನ ಸಮಸ್ಯೆ ಹೆಚ್ಚಾಗಿದ್ದು ಟ್ಯಾಂಕ್ ನಿರ್ಮಾಣದಿಂದ ಸಮಸ್ಯೆ ಬಗೆಹರಿಯಲಿದೆ. ಕಾಮಗಾರಿಯನ್ನು ಗುಣಮಟ್ಟದಿಂದ ಹಾಗೂ ನಿಗದಿತ ಅವಧಿಯೊಳಗೆ ಪೂರ್ಣಗೊಳಿಸಬೇಕು ಎಂದು ಗುತ್ತಿಗೆದಾರರಿಗೆ ಶಾಸಕರು ಸೂಚಿಸಿದರು. ನಗರಸಭೆ ಪೌರಾಯುಕ್ತ ರಾಮದಾಸ್, ಎಂಜಿನಿಯರ್ ಗಳು ಹಾಗೂ ಸ್ಥಳೀಯ ಮುಖಂಡರು ಈ ಸಂದರ್ಭದಲ್ಲಿ ಉಪಸ್ಥಿತರಿದ್ದರು. ಬಡಾವಣೆಯ ನಿವಾಸಿಗಳು ಶಾಸಕರನ್ನು ಅಭಿನಂದಿಸಿದರು.: [378, 773, 554, 825]
- car-kicker-box: [53, 82, 167, 118]
- police-body-a: ಪೊಲೀಸ್ ಇಲಾಖೆಯಲ್ಲಿ ಸೇವೆ ಸಲ್ಲಿಸುತ್ತಿದ್ದ ಎಎಸ್ಐಗಳು ಪಿಎಸ್ಐಗಳಾಗಿ ಬಡ್ತಿ ಪಡೆದು ಅಧಿಕಾರ ಸ್ವೀಕರಿಸಿದರು. ಠಾಣೆಯ ಸಿಬ್ಬಂದಿ ಶುಭಕೋರಿದರು. ಸಾರ್ವಜನಿಕರ ಸೇವೆಗೆ ಬದ್ಧರಾಗಿರುವುದಾಗಿ ಅವರು ತಿಳಿಸಿದರು. ಇಲಾಖೆಯ ಹಿರಿಯ ಅಧಿಕಾರಿಗಳು ಅಭಿನಂದಿಸಿದರು.: [839, 1033, 923, 1094]
- divider: [532, 1204, 738, 1205]
- teacher-headline: ಬಿದ್ದು ಸಾವನ್ನಪ್ಪಿದ ಶಿಕ್ಷಕಿಗೆ ಶ್ರದ್ಧಾಂಜಲಿ: [565, 716, 804, 736]
- page-label: ಪುಟ: [61, 58, 73, 67]
- culture-side-tag-line1: ಕೊಡಗು ಖಾಸಗಿ ಬಸ್ ಕಾರ್ಮಿಕರ: [671, 490, 762, 500]
- section-title: ಕೊಡಗು ಹಾಗೂ ಚಾಮರಾಜನಗರ ಜಿಲ್ಲಾ ಸುದ್ದಿಗಳು: [108, 53, 351, 71]
- cauvery-headline: 44ನೇ ದಿನಕ್ಕೆ ಕಾಲಿಟ್ಟ ಕಾವೇರಿ ಪ್ರತಿಭಟನೆ: [180, 1003, 437, 1024]
- culture-side-tag-line2: ಸಂಘದಿಂದ ಆಯುಧಪೂಜೆ ಆಚರಣೆ: [671, 503, 767, 513]
- registration-dots-right: [866, 1405, 926, 1413]
